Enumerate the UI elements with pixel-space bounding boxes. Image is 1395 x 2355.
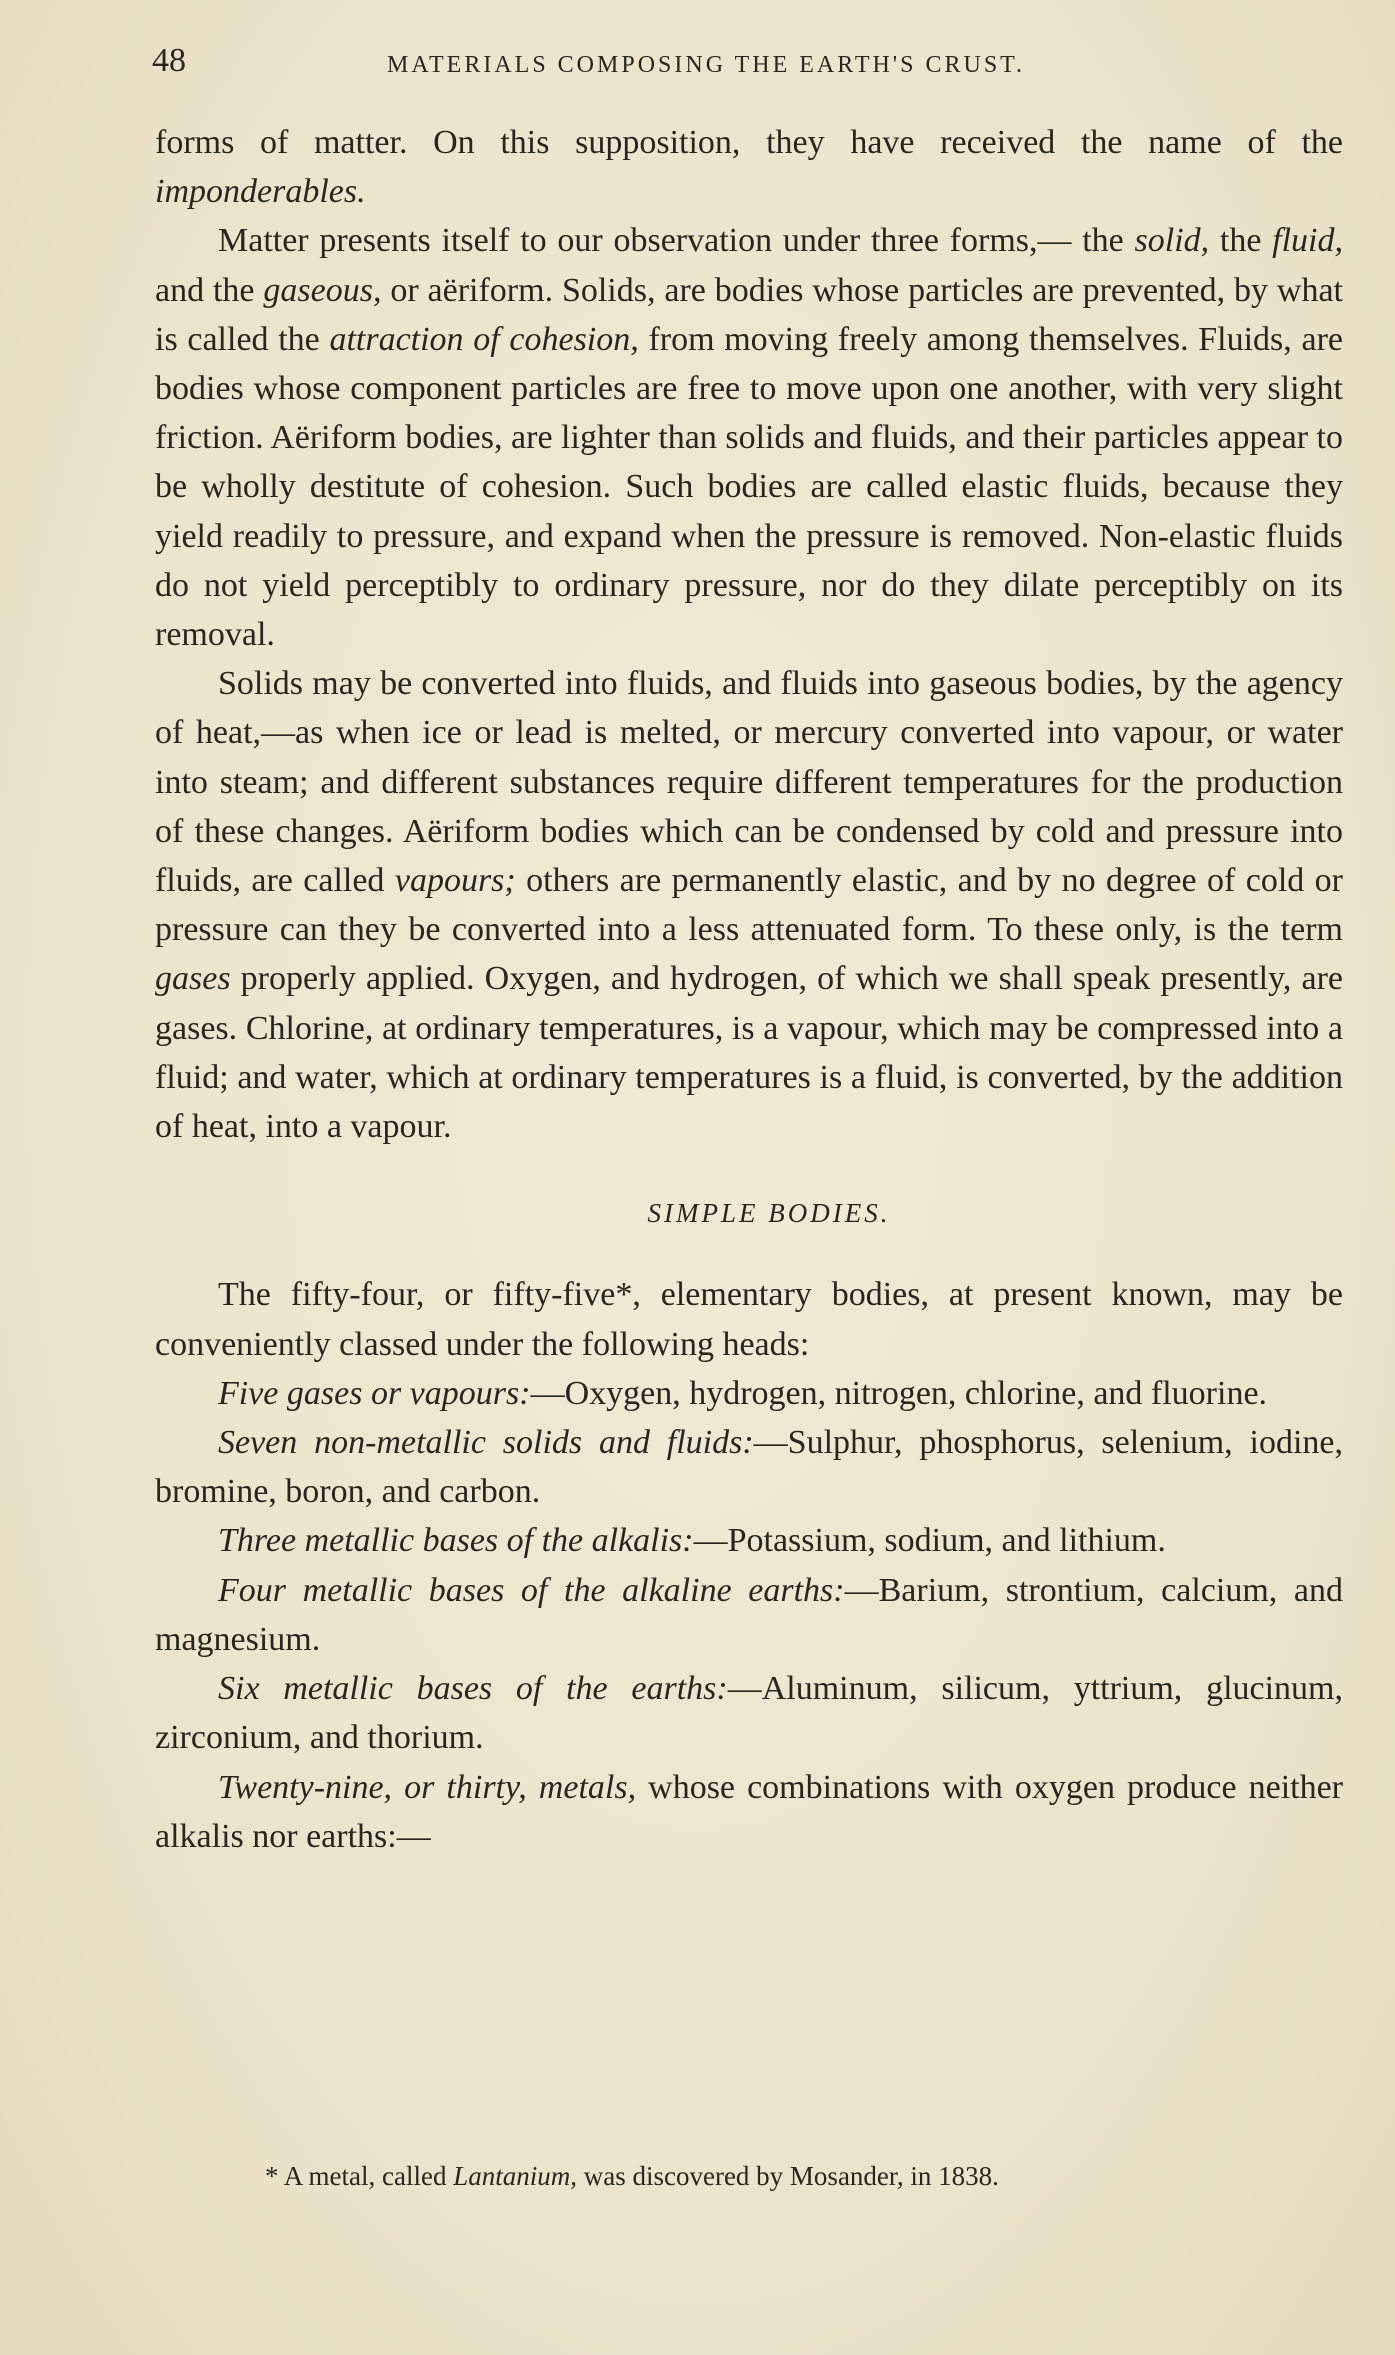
class-text: whose combinations with oxygen produce neither alkalis nor earths:—: [155, 1768, 1344, 1855]
italic-term: vapours;: [394, 862, 516, 900]
text-run: the: [1209, 222, 1273, 260]
italic-term: attraction of cohesion,: [329, 320, 639, 358]
class-entry: [155, 1369, 1343, 1418]
text-run: A metal, called: [278, 2161, 454, 2191]
paragraph-simple-bodies-intro: The fifty-four, or fifty-five*, elementary bodies, at present known, may be conveniently classed under the following heads:: [155, 1276, 1343, 1363]
class-entry: [155, 1516, 1343, 1565]
text-run: others are permanently elastic, and by no degree of cold or pressure can they be converted into a less attenuated form. To these only, is the term: [155, 862, 1343, 949]
class-text: —Potassium, sodium, and lithium.: [693, 1522, 1166, 1560]
class-label: metals,: [538, 1768, 637, 1806]
class-label: Twenty-nine, or thirty,: [218, 1768, 527, 1806]
class-text: —Oxygen, hydrogen, nitrogen, chlorine, and fluorine.: [530, 1374, 1268, 1412]
italic-term: imponderables.: [155, 173, 366, 211]
footnote: [265, 2158, 1325, 2194]
text-run: was discovered by Mosander, in 1838.: [576, 2161, 999, 2191]
page-header: [152, 42, 1342, 82]
italic-term: gases: [155, 960, 231, 998]
running-head: MATERIALS COMPOSING THE EARTH'S CRUST.: [387, 52, 1026, 78]
class-label: Five gases or vapours:: [218, 1374, 531, 1412]
class-label: Six metallic bases of the earths:: [218, 1670, 728, 1708]
paragraph-forms-of-matter: [155, 216, 1343, 659]
text-run: Matter presents itself to our observation under three forms,— the: [218, 222, 1135, 260]
class-entry: [155, 1418, 1343, 1516]
body-text: [155, 118, 1343, 1861]
class-text: —Aluminum, silicum, yttrium, glucinum, zirconium, and thorium.: [155, 1670, 1344, 1757]
class-entry: [155, 1566, 1343, 1664]
text-run: or aëriform. Solids, are bodies whose particles are prevented, by what is called the: [155, 271, 1343, 358]
class-label: Four metallic bases of the alkaline earths:: [218, 1571, 845, 1609]
class-label: Three metallic bases of the alkalis:: [218, 1522, 694, 1560]
class-label: Seven non-metallic solids and fluids:: [218, 1424, 754, 1462]
text-run: Solids may be converted into fluids, and fluids into gaseous bodies, by the agency of heat,—as when ice or lead is melted, or mercury converted into vapour, or water into steam; and different substances require different temperatures for the production of these changes. Aëriform bodies which can be condensed by cold and pressure into fluids, are called: [155, 665, 1343, 900]
page-number: 48: [152, 42, 186, 79]
class-entry: [155, 1763, 1343, 1861]
text-run: properly applied. Oxygen, and hydrogen, of which we shall speak presently, are gases. Chlorine, at ordinary temperatures, is a vapour, which may be compressed into a fluid; and water, which at ordinary temperatures is a fluid, is converted, by the addition of heat, into a vapour.: [155, 960, 1343, 1146]
text-run: from moving freely among themselves. Fluids, are bodies whose component particles are free to move upon one another, with very slight friction. Aëriform bodies, are lighter than solids and fluids, and their particles appear to be wholly destitute of cohesion. Such bodies are called elastic fluids, because they yield readily to pressure, and expand when the pressure is removed. Non-elastic fluids do not yield perceptibly to ordinary pressure, nor do they dilate perceptibly on its removal.: [155, 320, 1343, 654]
class-entry: [155, 1664, 1343, 1762]
paragraph-imponderables: [155, 118, 1343, 216]
text-run: and the: [155, 271, 264, 309]
class-text: —Sulphur, phosphorus, selenium, iodine, bromine, boron, and carbon.: [155, 1424, 1343, 1511]
text-run: forms of matter. On this supposition, they have received the name of the: [155, 124, 1343, 161]
italic-term: Lantanium,: [453, 2161, 577, 2191]
footnote-marker: *: [265, 2161, 279, 2191]
paragraph-conversion: [155, 659, 1343, 1151]
italic-term: solid,: [1134, 222, 1210, 260]
italic-term: fluid,: [1272, 222, 1343, 260]
class-text: —Barium, strontium, calcium, and magnesium.: [155, 1571, 1343, 1658]
section-heading: SIMPLE BODIES.: [647, 1198, 891, 1229]
italic-term: gaseous,: [263, 271, 382, 309]
